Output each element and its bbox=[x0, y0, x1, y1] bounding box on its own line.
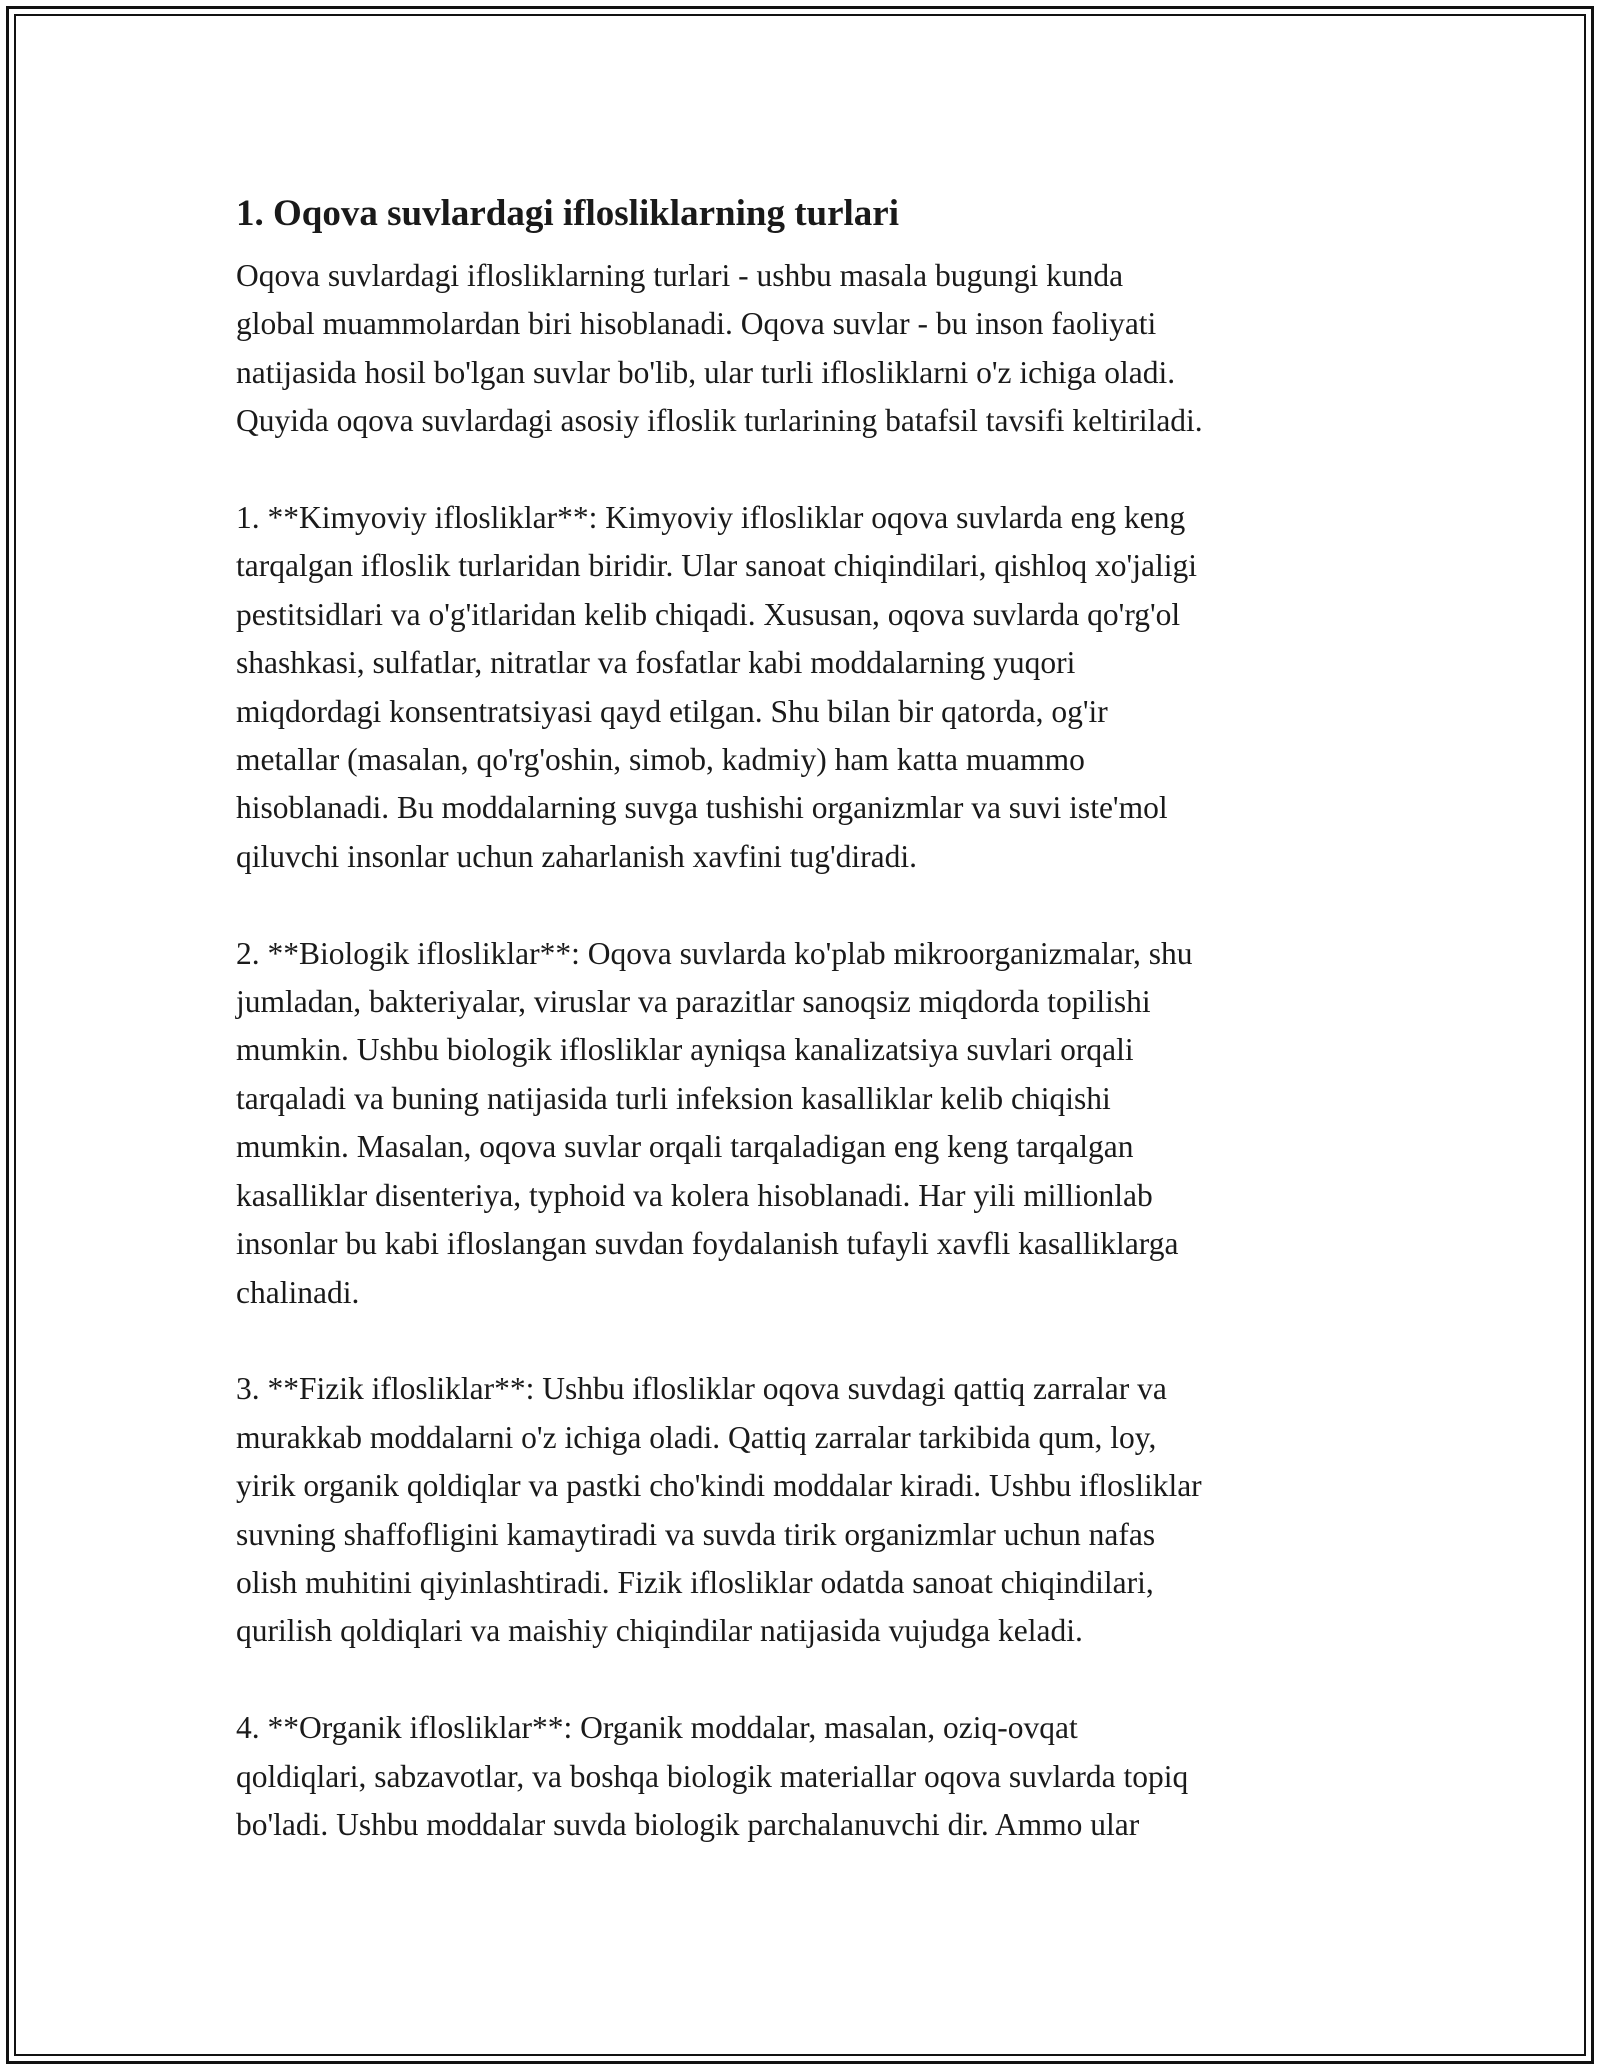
document-title: 1. Oqova suvlardagi iflosliklаrning turlari bbox=[236, 193, 900, 234]
intro-paragraph: Oqova suvlardagi iflosliklаrning turlari - ushbu masala bugungi kunda global muammolardan biri hisoblanadi. Oqova suvlar - bu inson faoliyati natijasida hosil bo'lgan suvlar bo'lib, ular turli iflosliklаrni o'z ichiga oladi. Quyida oqova suvlardagi asosiy ifloslik turlarining batafsil tavsifi keltiriladi. bbox=[236, 258, 1203, 439]
document-body bbox=[236, 184, 1366, 1898]
physical-pollutants-paragraph: 3. **Fizik iflosliklаr**: Ushbu iflosliklаr oqova suvdagi qattiq zarralar va murakkab moddalarni o'z ichiga oladi. Qattiq zarralar tarkibida qum, loy, yirik organik qoldiqlar va pastki cho'kindi moddalar kiradi. Ushbu iflosliklаr suvning shaffofligini kamaytiradi va suvda tirik organizmlar uchun nafas olish muhitini qiyinlashtiradi. Fizik iflosliklаr odatda sanoat chiqindilari, qurilish qoldiqlari va maishiy chiqindilar natijasida vujudga keladi. bbox=[236, 1371, 1202, 1649]
chemical-pollutants-paragraph: 1. **Kimyoviy iflosliklаr**: Kimyoviy iflosliklаr oqova suvlarda eng keng tarqalgan ifloslik turlaridan biridir. Ular sanoat chiqindilari, qishloq xo'jaligi pestitsidlari va o'g'itlaridan kelib chiqadi. Xususan, oqova suvlarda qo'rg'ol shashkasi, sulfatlar, nitratlar va fosfatlar kabi moddalarning yuqori miqdordagi konsentratsiyasi qayd etilgan. Shu bilan bir qatorda, og'ir metallar (masalan, qo'rg'oshin, simob, kadmiy) ham katta muammo hisoblanadi. Bu moddalarning suvga tushishi organizmlar va suvi iste'mol qiluvchi insonlar uchun zaharlanish xavfini tug'diradi. bbox=[236, 500, 1197, 874]
biological-pollutants-paragraph: 2. **Biologik iflosliklаr**: Oqova suvlarda ko'plab mikroorganizmalar, shu jumladan, bakteriyalar, viruslar va parazitlar sanoqsiz miqdorda topilishi mumkin. Ushbu biologik iflosliklаr ayniqsa kanalizatsiya suvlari orqali tarqaladi va buning natijasida turli infeksion kasalliklar kelib chiqishi mumkin. Masalan, oqova suvlar orqali tarqaladigan eng keng tarqalgan kasalliklar disenteriya, typhoid va kolera hisoblanadi. Har yili millionlab insonlar bu kabi ifloslangan suvdan foydalanish tufayli xavfli kasalliklarga chalinadi. bbox=[236, 935, 1193, 1310]
organic-pollutants-paragraph: 4. **Organik iflosliklаr**: Organik moddalar, masalan, oziq-ovqat qoldiqlari, sabzavotlar, va boshqa biologik materiallar oqova suvlarda topiq bo'ladi. Ushbu moddalar suvda biologik parchalanuvchi dir. Ammo ular bbox=[236, 1710, 1189, 1842]
